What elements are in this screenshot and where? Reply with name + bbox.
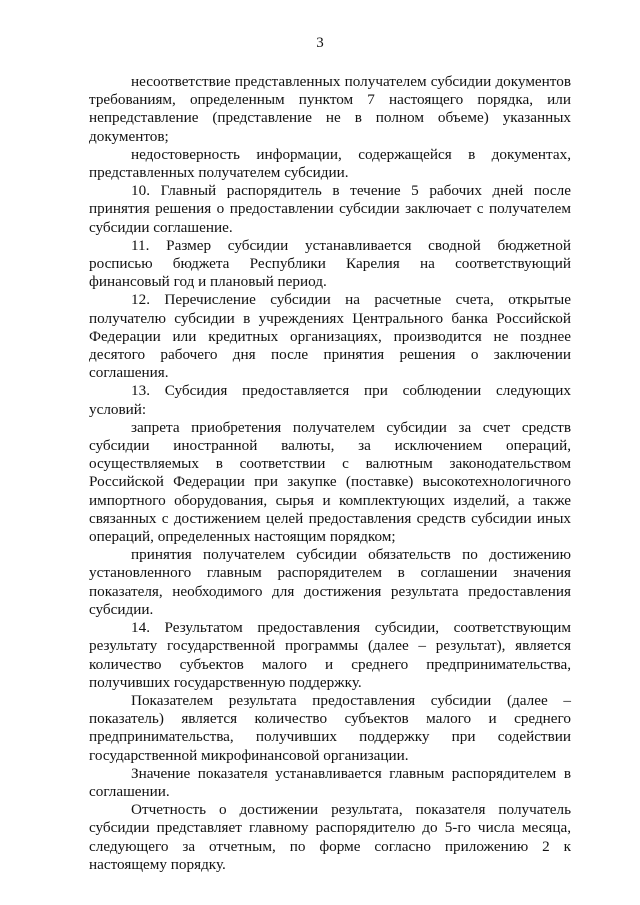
paragraph-obligations: принятия получателем субсидии обязательств по достижению установленного главным распорядителем в соглашении значения показателя, необходимого для достижения результата предоставления субсидии. [89, 546, 571, 618]
paragraph-currency-ban: запрета приобретения получателем субсидии за счет средств субсидии иностранной валюты, за исключением операций, осуществляемых в соответствии с валютным законодательством Российской Федерации при закупке (поставке) высокотехнологичного импортного оборудования, сырья и комплектующих изделий, а также связанных с достижением целей предоставления средств субсидии иных операций, определенных настоящим порядком; [89, 418, 571, 546]
paragraph-item-12: 12. Перечисление субсидии на расчетные счета, открытые получателю субсидии в учреждениях Центрального банка Российской Федерации или кредитных организациях, производится не позднее десятого рабочего дня после принятия решения о заключении соглашения. [89, 291, 571, 382]
paragraph-item-14: 14. Результатом предоставления субсидии, соответствующим результату государственной программы (далее – результат), является количество субъектов малого и среднего предпринимательства, получивших государственную поддержку. [89, 619, 571, 691]
document-body [89, 73, 571, 874]
page-number: 3 [316, 35, 324, 51]
paragraph-indicator: Показателем результата предоставления субсидии (далее – показатель) является количество субъектов малого и среднего предпринимательства, получивших поддержку при содействии государственной микрофинансовой организации. [89, 691, 571, 764]
paragraph-item-10: 10. Главный распорядитель в течение 5 рабочих дней после принятия решения о предоставлении субсидии заключает с получателем субсидии соглашение. [89, 182, 571, 236]
paragraph-unreliable-info: недостоверность информации, содержащейся в документах, представленных получателем субсидии. [89, 145, 571, 182]
paragraph-mismatch-documents: несоответствие представленных получателем субсидии документов требованиям, определенным пунктом 7 настоящего порядка, или непредставление (представление не в полном объеме) указанных документов; [89, 73, 571, 145]
paragraph-item-11: 11. Размер субсидии устанавливается сводной бюджетной росписью бюджета Республики Карелия на соответствующий финансовый год и плановый период. [89, 236, 571, 291]
paragraph-reporting: Отчетность о достижении результата, показателя получатель субсидии представляет главному распорядителю до 5-го числа месяца, следующего за отчетным, по форме согласно приложению 2 к настоящему порядку. [89, 801, 571, 873]
paragraph-item-13: 13. Субсидия предоставляется при соблюдении следующих условий: [89, 382, 571, 418]
paragraph-indicator-value: Значение показателя устанавливается главным распорядителем в соглашении. [89, 764, 571, 800]
